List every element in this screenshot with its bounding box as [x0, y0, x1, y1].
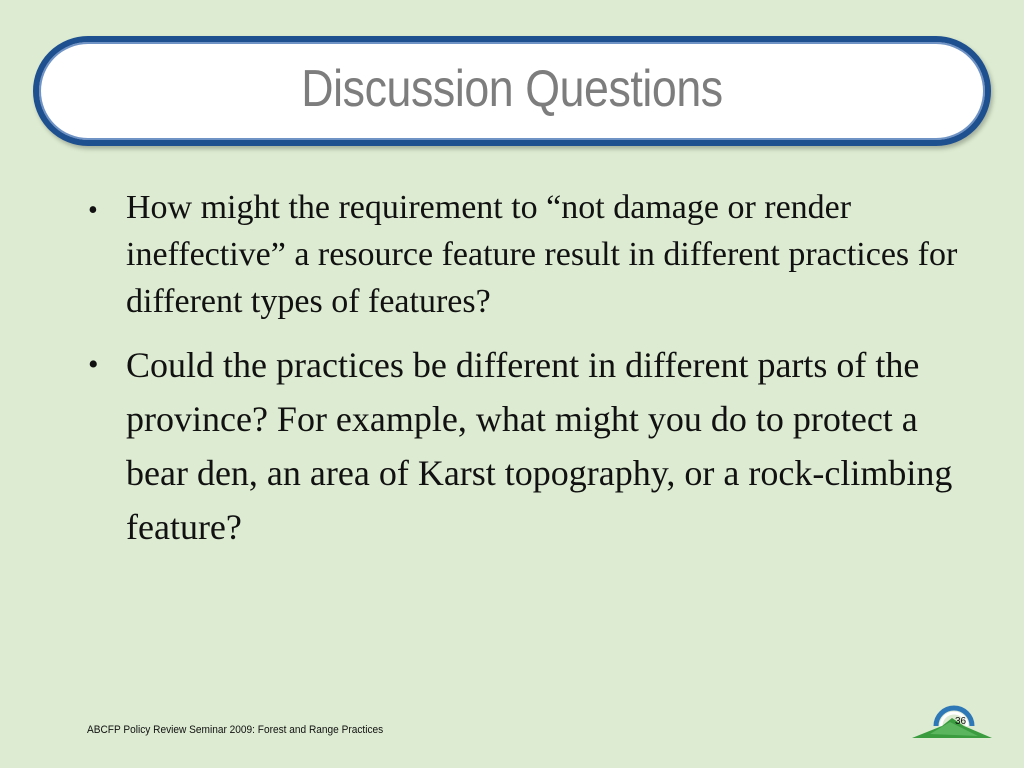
bullet-marker: • — [88, 195, 98, 226]
bullet-text: Could the practices be different in different parts of the province? For example, what might you do to protect a bear den, an area of Karst topography, or a rock-climbing feature? — [126, 345, 953, 547]
bullet-item — [84, 338, 976, 554]
bullet-item — [84, 184, 972, 325]
mountain-logo-icon — [912, 694, 992, 740]
page-number: 36 — [955, 716, 967, 727]
slide-title: Discussion Questions — [301, 60, 723, 118]
footer-text: ABCFP Policy Review Seminar 2009: Forest and Range Practices — [87, 724, 384, 736]
title-banner — [33, 36, 991, 146]
bullet-text: How might the requirement to “not damage or render ineffective” a resource feature result in different practices for different types of features? — [126, 189, 958, 320]
bullet-marker: • — [88, 348, 99, 381]
bullet-list — [84, 184, 984, 554]
